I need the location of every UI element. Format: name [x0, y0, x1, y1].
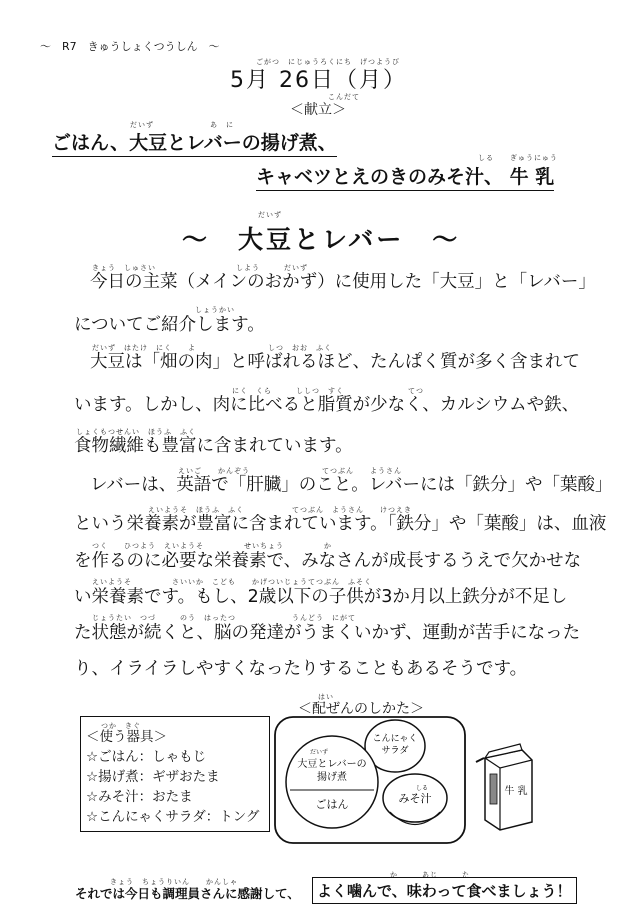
footer-lead: それでは今日も調理員さんに感謝して、: [75, 886, 300, 901]
main-dish-ruby: だいず: [310, 749, 329, 756]
soup-label: みそ汁: [398, 792, 432, 805]
para2-ruby-3: しょくもつせんい ほうふ ふく: [76, 428, 196, 436]
para3-ruby-5: じょうたい つづ のう はったつ うんどう にがて: [92, 614, 356, 622]
date-heading: 5月 26日（月）: [230, 68, 407, 93]
para3-ruby-1: えいご かんぞう てつぶん ようさん: [178, 467, 402, 475]
menu-line1: ごはん、大豆とレバーの揚げ煮、: [52, 128, 337, 157]
salad-label-1: こんにゃく: [372, 734, 418, 744]
menu-label: ＜献立＞: [290, 102, 346, 118]
salad-label-2: サラダ: [381, 746, 409, 756]
serving-title: ＜配ぜんのしかた＞: [298, 701, 424, 717]
soup-ruby: しる: [416, 785, 429, 792]
menu-line2-ruby: しる ぎゅうにゅう: [478, 154, 558, 162]
utensils-title: ＜使う器具＞: [86, 729, 167, 745]
footer-lead-ruby: きょう ちょうりいん かんしゃ: [110, 878, 238, 886]
para3-ruby-3: つく ひつよう えいようそ せいちょう か: [92, 542, 332, 550]
menu-line2: キャベツとえのきのみそ汁、 牛 乳: [256, 162, 554, 191]
footer-callout: よく噛んで、味わって食べましょう！: [312, 877, 577, 904]
main-dish-label-2: 揚げ煮: [317, 772, 347, 783]
utensil-item: ☆みそ汁：おたま: [86, 789, 193, 805]
utensil-item: ☆揚げ煮：ギザおたま: [86, 769, 220, 785]
milk-label: 牛 乳: [504, 786, 528, 797]
para1-ruby-1: きょう しゅさい しよう だいず: [92, 264, 308, 272]
tray-diagram: [270, 712, 570, 852]
main-dish-label-1: 大豆とレバーの: [297, 759, 367, 770]
para1-ruby-2: しょうかい: [195, 306, 235, 314]
para1-line-2: についてご紹介します。: [74, 315, 265, 335]
para2-line-3: 食物繊維も豊富に含まれています。: [74, 436, 353, 456]
para2-ruby-1: だいず はたけ にく よ しつ おお ふく: [92, 344, 332, 352]
menu-line1-ruby: だいず あ に: [130, 121, 234, 129]
date-ruby: ごがつ にじゅうろくにち げつようび: [256, 58, 400, 66]
para3-ruby-2: えいようそ ほうふ ふく てつぶん ようさん けつえき: [148, 506, 412, 514]
menu-label-ruby: こんだて: [328, 93, 360, 101]
article-headline: ～ 大豆とレバー ～: [182, 225, 461, 254]
para3-line-6: り、イライラしやすくなったりすることもあるそうです。: [74, 659, 528, 679]
para3-line-2: という栄養素が豊富に含まれています。「鉄分」や「葉酸」は、血液: [74, 514, 607, 534]
para3-line-1: レバーは、英語で「肝臓」のこと。レバーには「鉄分」や「葉酸」: [90, 475, 613, 495]
para3-line-4: い栄養素です。もし、2歳以下の子供が3か月以上鉄分が不足し: [74, 587, 568, 607]
para3-ruby-4: えいようそ さいいか こども かげついじょうてつぶん ふそく: [92, 578, 372, 586]
newsletter-header: ～ R7 きゅうしょくつうしん ～: [40, 40, 220, 53]
serving-title-ruby: はい: [318, 693, 334, 701]
headline-ruby: だいず: [258, 211, 282, 219]
para3-line-3: を作るのに必要な栄養素で、みなさんが成長するうえで欠かせな: [74, 551, 582, 571]
para2-line-1: 大豆は「畑の肉」と呼ばれるほど、たんぱく質が多く含まれて: [90, 352, 580, 372]
utensils-box: [80, 716, 270, 832]
para1-line-1: 今日の主菜（メインのおかず）に使用した「大豆」と「レバー」: [90, 272, 596, 292]
rice-label: ごはん: [315, 798, 349, 811]
utensil-item: ☆こんにゃくサラダ：トング: [86, 809, 260, 825]
para3-line-5: た状態が続くと、脳の発達がうまくいかず、運動が苦手になった: [74, 623, 581, 643]
milk-carton-icon: [476, 744, 532, 830]
utensils-title-ruby: つか きぐ: [101, 722, 141, 730]
para2-ruby-2: にく くら ししつ すく てつ: [232, 387, 424, 395]
footer-boxed-ruby: か あじ た: [390, 871, 470, 879]
utensil-item: ☆ごはん：しゃもじ: [86, 749, 207, 765]
para2-line-2: います。しかし、肉に比べると脂質が少なく、カルシウムや鉄、: [74, 395, 580, 415]
